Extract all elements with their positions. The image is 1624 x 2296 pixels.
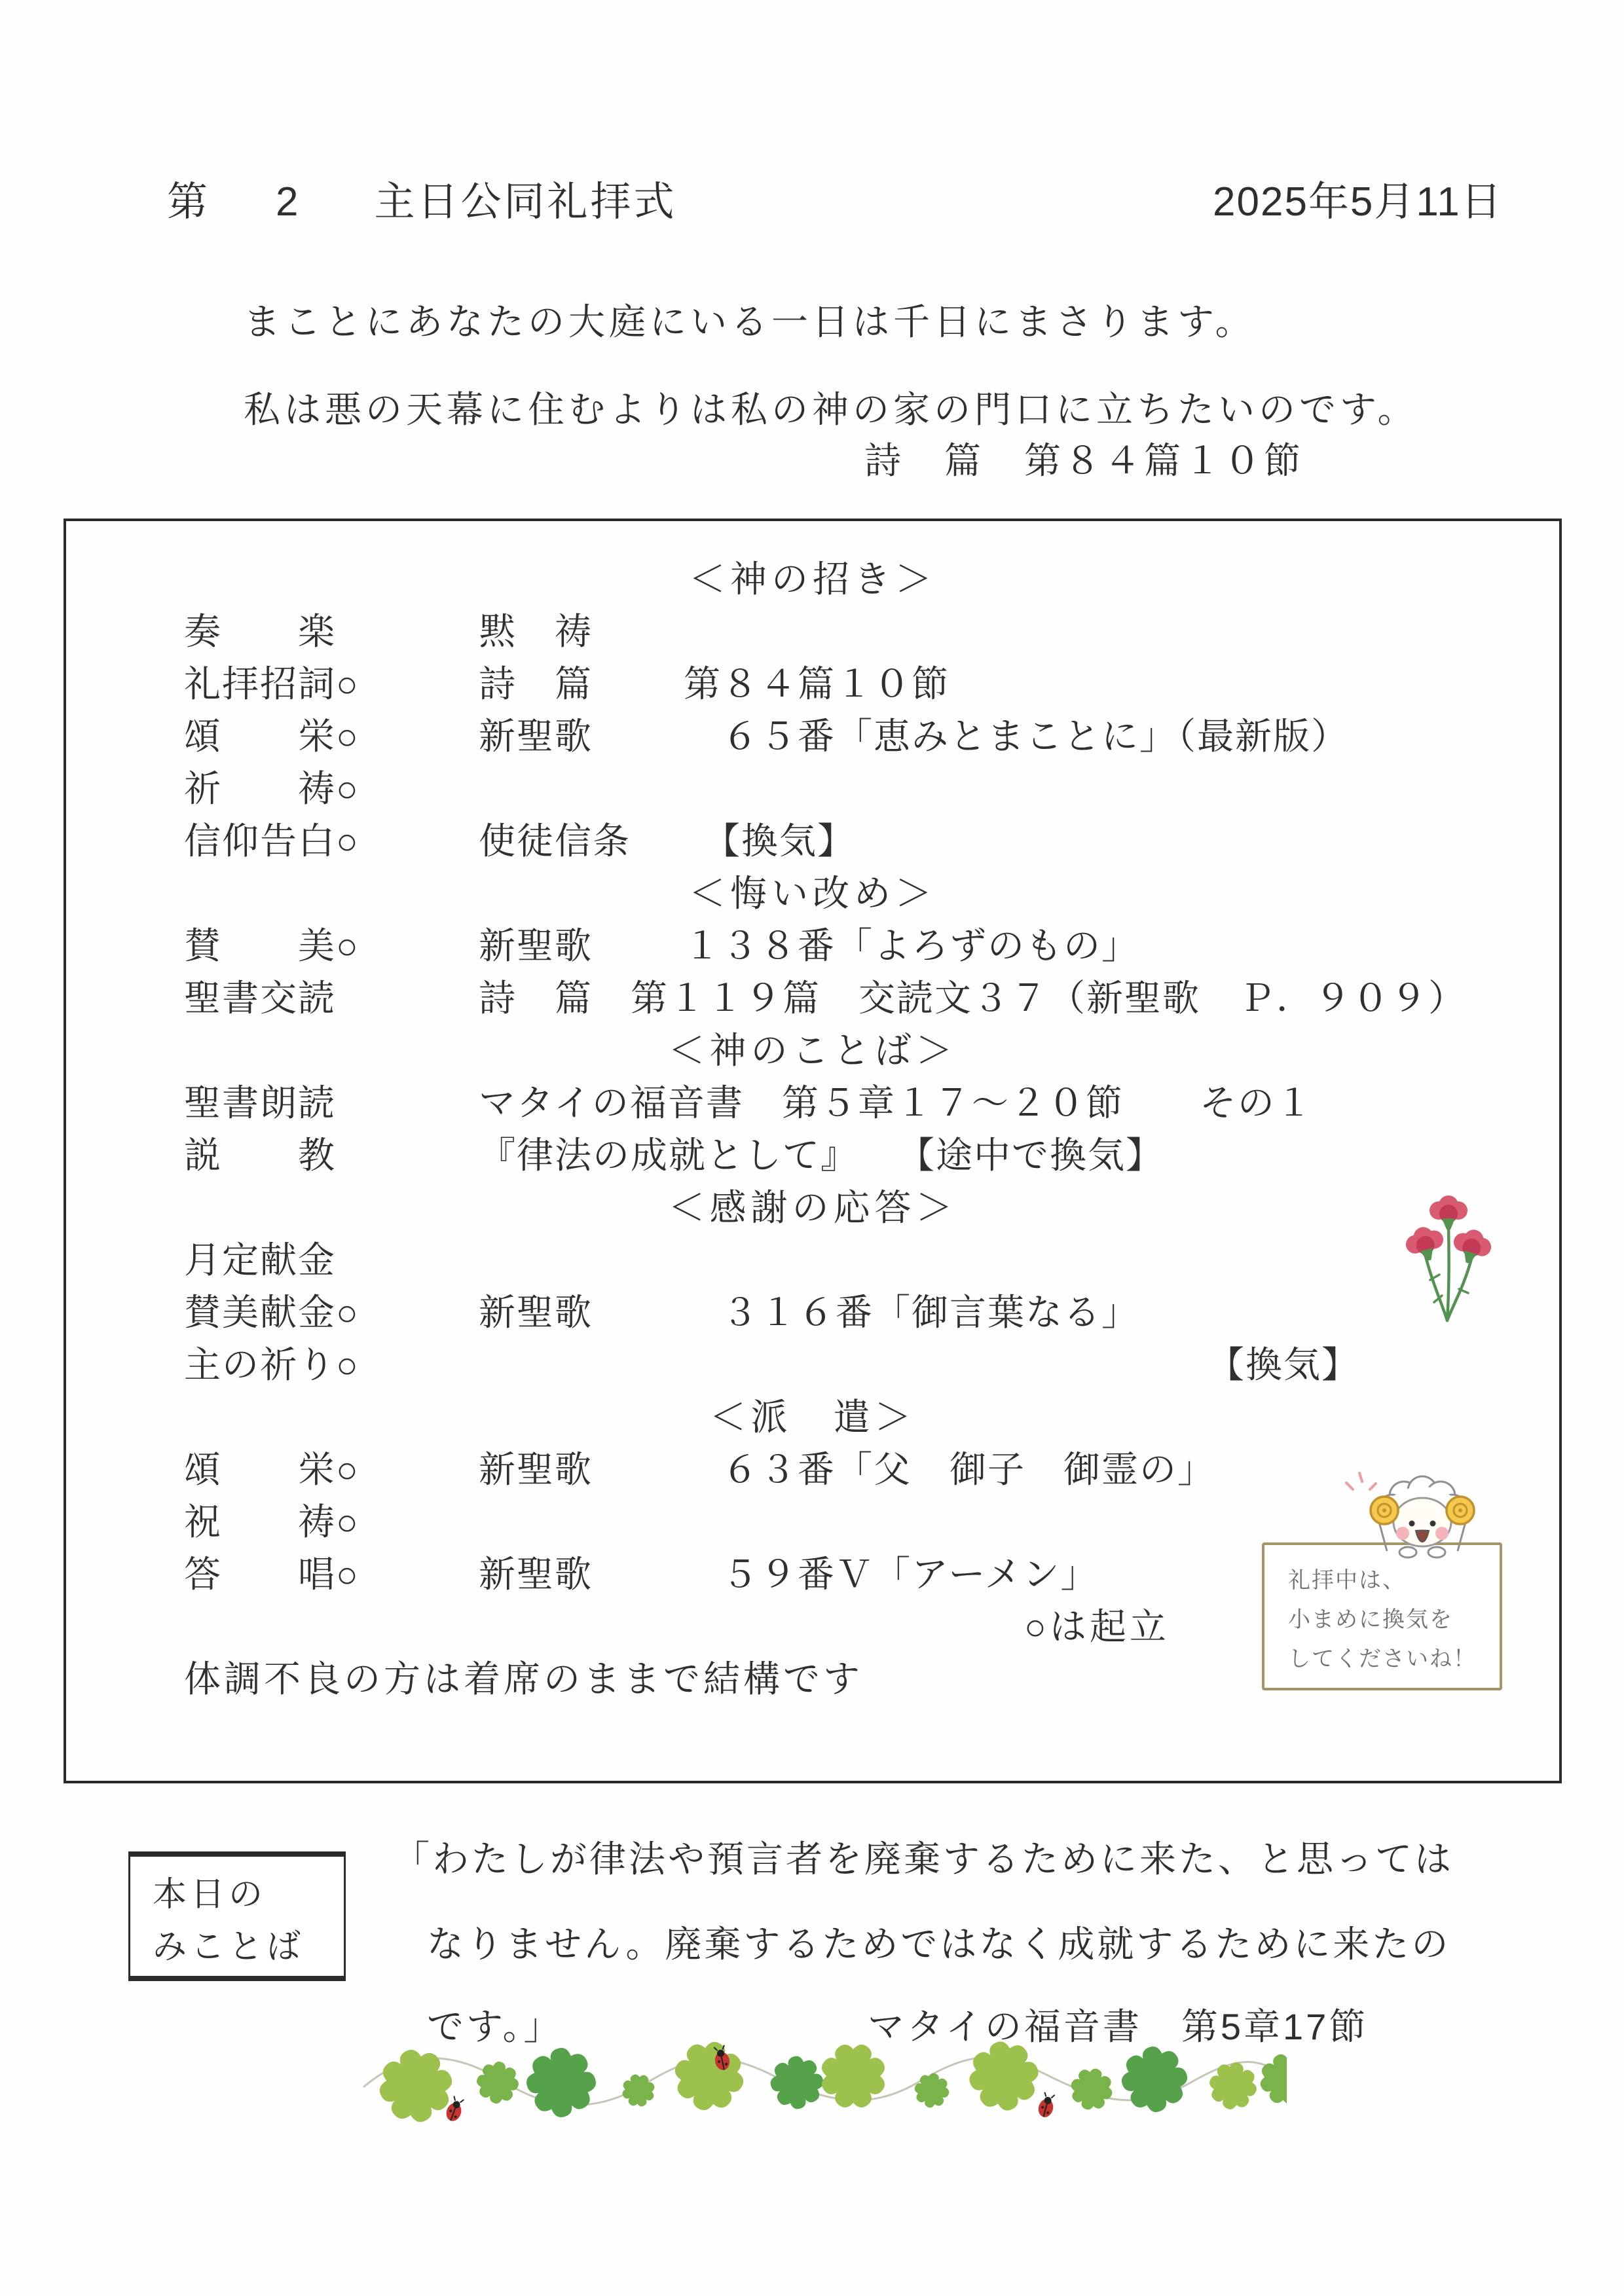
item-note: 【換気】: [1208, 1344, 1359, 1385]
item-detail: ６５番「恵みとまことに」（最新版）: [684, 716, 1349, 757]
program-row: [66, 1341, 1559, 1393]
sign-line-3: してくださいね！: [1288, 1647, 1477, 1671]
item-label: 聖書朗読: [184, 1082, 336, 1123]
item-label: 賛 美○: [184, 925, 360, 966]
program-note: 体調不良の方は着席のままで結構です: [184, 1658, 863, 1700]
section-title: ＜神の招き＞: [689, 558, 936, 600]
page-title: [167, 169, 677, 227]
scripture-line-2: 私は悪の天幕に住むよりは私の神の家の門口に立ちたいのです。: [244, 389, 1418, 430]
item-label: 答 唱○: [184, 1554, 360, 1595]
item-label: 祝 祷○: [184, 1501, 360, 1542]
item-detail: ６３番「父 御子 御霊の」: [684, 1449, 1215, 1490]
item-detail: １３８番「よろずのもの」: [684, 925, 1139, 966]
item-label: 祈 祷○: [184, 768, 360, 809]
program-row: [66, 1236, 1559, 1288]
program-row: [66, 1131, 1559, 1184]
scripture-line-1: まことにあなたの大庭にいる一日は千日にまさります。: [244, 301, 1256, 342]
item-book: 『律法の成就として』 【途中で換気】: [479, 1135, 1164, 1176]
service-number: 2: [276, 179, 301, 225]
program-row: [66, 974, 1559, 1027]
service-date: 2025年5月11日: [1213, 179, 1503, 225]
program-section-row: [66, 1027, 1559, 1079]
program-rows: [66, 555, 1559, 1707]
section-title: ＜感謝の応答＞: [668, 1187, 957, 1228]
program-row: [66, 712, 1559, 765]
item-detail: ３１６番「御言葉なる」: [684, 1292, 1139, 1333]
program-row: [66, 608, 1559, 660]
item-label: 礼拝招詞○: [184, 663, 360, 704]
item-book: 新聖歌: [479, 1449, 593, 1490]
program-row: [66, 817, 1559, 869]
program-row: [66, 1288, 1559, 1341]
todays-word-quote-1: 「わたしが律法や預言者を廃棄するために来た、と思っては: [393, 1838, 1454, 1880]
item-book: 新聖歌: [479, 1292, 593, 1333]
sheep-mascot-icon: [1338, 1471, 1509, 1559]
item-detail: 【換気】: [684, 820, 855, 862]
item-book: 使徒信条: [479, 820, 631, 862]
item-book: 詩 篇: [479, 663, 593, 704]
title-text: 主日公同礼拝式: [374, 179, 677, 225]
item-label: 奏 楽: [184, 611, 336, 652]
program-section-row: [66, 1184, 1559, 1236]
item-book: 新聖歌: [479, 716, 593, 757]
title-prefix: 第: [167, 179, 211, 225]
program-row: [66, 1079, 1559, 1131]
section-title: ＜神のことば＞: [668, 1030, 957, 1071]
todays-word-quote-3: です。」: [427, 2006, 563, 2047]
item-label: 聖書交読: [184, 977, 336, 1019]
item-label: 頌 栄○: [184, 716, 360, 757]
item-label: 月定献金: [184, 1239, 336, 1281]
item-label: 頌 栄○: [184, 1449, 360, 1490]
program-section-row: [66, 869, 1559, 922]
clover-garland-icon: [350, 2035, 1287, 2133]
todays-word-label-1: 本日の: [153, 1876, 267, 1914]
item-book: マタイの福音書 第５章１７～２０節 その１: [479, 1082, 1314, 1123]
program-row: [66, 765, 1559, 817]
item-label: 説 教: [184, 1135, 336, 1176]
program-section-row: [66, 555, 1559, 608]
scripture-citation: 詩 篇 第８４篇１０節: [864, 440, 1304, 481]
sign-line-1: 礼拝中は、: [1288, 1568, 1406, 1593]
section-title: ＜派 遣＞: [709, 1396, 916, 1438]
item-book: 新聖歌: [479, 1554, 593, 1595]
item-label: 賛美献金○: [184, 1292, 360, 1333]
todays-word-box: [128, 1851, 346, 1981]
item-book: 新聖歌: [479, 925, 593, 966]
program-section-row: [66, 1393, 1559, 1446]
sign-line-2: 小まめに換気を: [1288, 1607, 1453, 1632]
carnation-bouquet-icon: [1396, 1191, 1501, 1332]
item-book: 黙 祷: [479, 611, 593, 652]
todays-word-citation: マタイの福音書 第5章17節: [868, 2006, 1369, 2047]
program-row: [66, 1446, 1559, 1498]
section-title: ＜悔い改め＞: [689, 873, 936, 914]
order-of-worship-box: [64, 519, 1562, 1783]
item-label: 主の祈り○: [184, 1344, 360, 1385]
item-detail: 第８４篇１０節: [684, 663, 950, 704]
program-row: [66, 660, 1559, 712]
program-note: ○は起立: [1024, 1606, 1170, 1647]
item-detail: ５９番Ｖ「アーメン」: [684, 1554, 1099, 1595]
todays-word-label-2: みことば: [153, 1928, 305, 1966]
item-label: 信仰告白○: [184, 820, 360, 862]
item-book: 詩 篇 第１１９篇 交読文３７（新聖歌 Ｐ．９０９）: [479, 977, 1466, 1019]
todays-word-quote-2: なりません。廃棄するためではなく成就するために来たの: [427, 1923, 1451, 1965]
ventilation-sign: [1262, 1542, 1502, 1690]
program-row: [66, 922, 1559, 974]
